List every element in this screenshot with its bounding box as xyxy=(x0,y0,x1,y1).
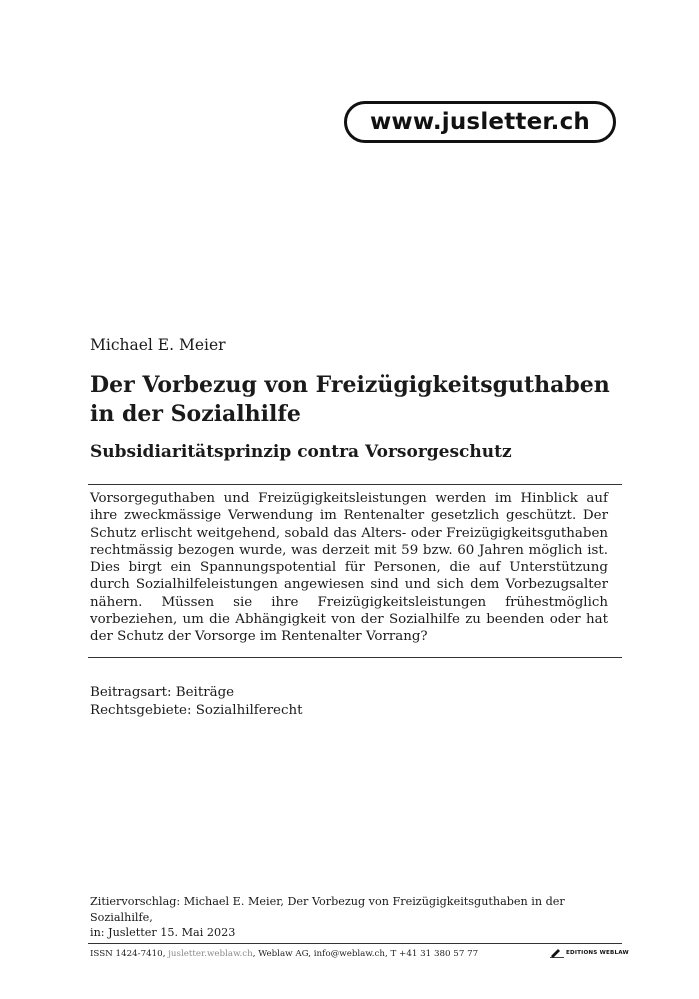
jusletter-logo[interactable]: www.jusletter.ch xyxy=(344,101,616,143)
editions-weblaw-logo xyxy=(550,948,629,958)
citation-suggestion xyxy=(90,894,630,941)
abstract-bottom-divider xyxy=(88,657,622,658)
editions-weblaw-text: EDITIONS WEBLAW xyxy=(566,950,629,956)
footer-divider xyxy=(88,943,622,944)
article-title: Der Vorbezug von Freizügigkeitsguthaben in der Sozialhilfe xyxy=(90,372,610,427)
article-metadata xyxy=(90,684,302,720)
contact-text: , Weblaw AG, info@weblaw.ch, T +41 31 380 57 77 xyxy=(252,949,479,959)
abstract-text: Vorsorgeguthaben und Freizügigkeitsleistungen werden im Hinblick auf ihre zweckmässige Verwendung im Rentenalter gesetzlich geschützt. Der Schutz erlischt weitgehend, sobald das Alters- oder Freizügigkeitsguthaben rechtmässig bezogen wurde, was derzeit mit 59 bzw. 60 Jahren möglich ist. Dies birgt ein Spannungspotential für Personen, die auf Unterstützung durch Sozialhilfeleistungen angewiesen sind und sich dem Vorbezugsalter nähern. Müssen sie ihre Freizügigkeitsleistungen frühestmöglich vorbeziehen, um die Abhängigkeit von der Sozialhilfe zu beenden oder hat der Schutz der Vorsorge im Rentenalter Vorrang? xyxy=(90,491,608,645)
article-subtitle: Subsidiaritätsprinzip contra Vorsorgeschutz xyxy=(90,442,512,462)
abstract-top-divider xyxy=(88,484,622,485)
pen-icon xyxy=(550,948,564,958)
citation-line-1: Zitiervorschlag: Michael E. Meier, Der Vorbezug von Freizügigkeitsguthaben in der Sozialhilfe, xyxy=(90,895,565,924)
author-name: Michael E. Meier xyxy=(90,336,226,354)
footer-info xyxy=(90,949,478,959)
issn-text: ISSN 1424-7410, xyxy=(90,949,169,959)
jusletter-link[interactable]: jusletter.weblaw.ch xyxy=(168,949,253,959)
legal-areas: Rechtsgebiete: Sozialhilferecht xyxy=(90,703,303,718)
article-type: Beitragsart: Beiträge xyxy=(90,685,235,700)
citation-line-2: in: Jusletter 15. Mai 2023 xyxy=(90,926,236,939)
